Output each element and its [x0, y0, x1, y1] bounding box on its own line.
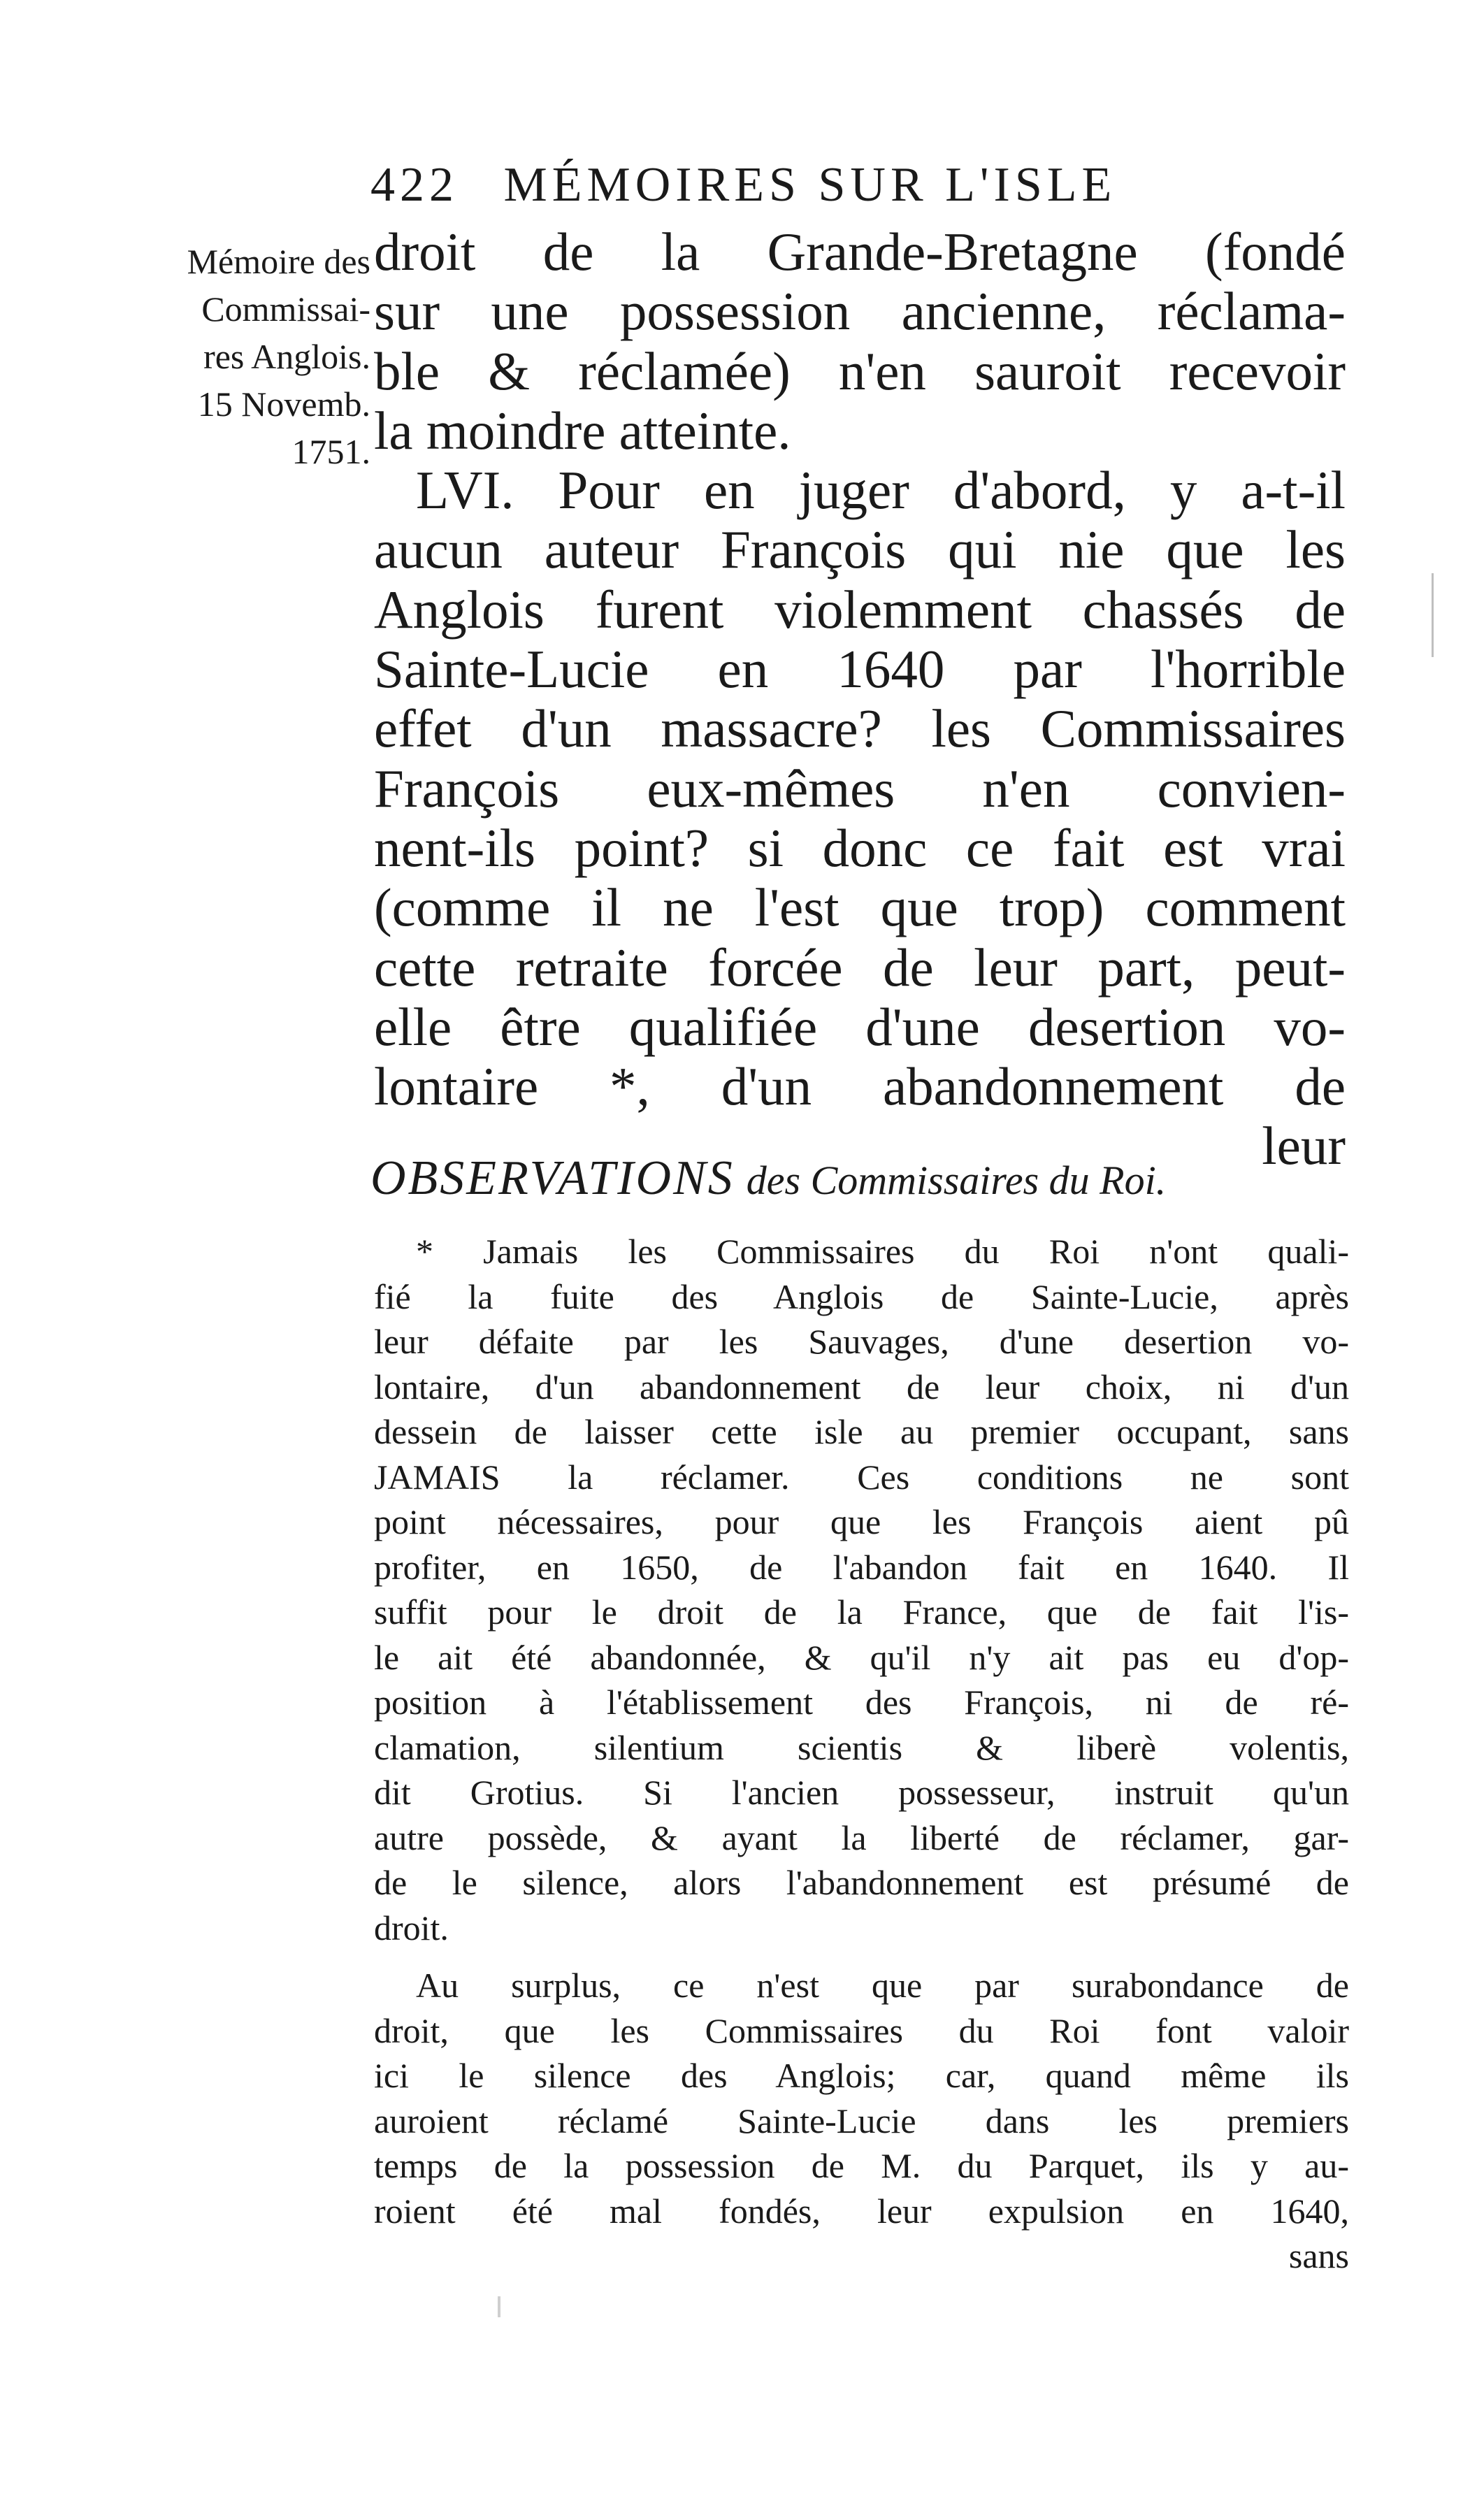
margin-note-line: res Anglois.	[203, 337, 370, 376]
text-line: aucun auteur François qui nie que les	[374, 519, 1346, 580]
note-line: droit, que les Commissaires du Roi font valoir	[374, 2010, 1349, 2050]
note-line: lontaire, d'un abandonnement de leur choix, ni d'un	[374, 1367, 1349, 1406]
main-text	[374, 222, 1346, 1176]
margin-note-line: 1751.	[291, 432, 370, 471]
note-line: droit.	[374, 1908, 449, 1947]
margin-note-line: Mémoire des	[187, 242, 370, 281]
margin-note	[119, 238, 370, 475]
note-line: suffit pour le droit de la France, que de fait l'is-	[374, 1592, 1349, 1632]
page-number: 422	[370, 158, 459, 212]
note-line: roient été mal fondés, leur expulsion en 1640,	[374, 2191, 1349, 2231]
observations-heading	[370, 1146, 1349, 1212]
text-line: LVI. Pour en juger d'abord, y a-t-il	[416, 460, 1346, 521]
note-line: profiter, en 1650, de l'abandon fait en 1640. Il	[374, 1547, 1349, 1587]
page-edge-mark	[1432, 573, 1434, 657]
note-line: position à l'établissement des François, ni de ré-	[374, 1683, 1349, 1722]
ink-speck	[498, 2296, 500, 2317]
note-line: JAMAIS la réclamer. Ces conditions ne sont	[374, 1457, 1349, 1497]
text-line: Sainte-Lucie en 1640 par l'horrible	[374, 639, 1346, 700]
margin-note-line: Commissai-	[201, 289, 370, 329]
note-line: * Jamais les Commissaires du Roi n'ont quali-	[416, 1232, 1349, 1271]
note-line: Au surplus, ce n'est que par surabondance de	[416, 1966, 1349, 2005]
note-line: clamation, silentium scientis & liberè volentis,	[374, 1727, 1349, 1767]
text-line: lontaire *, d'un abandonnement de	[374, 1056, 1346, 1117]
observations-title: OBSERVATIONS	[370, 1151, 735, 1205]
observations-subtitle: des Commissaires du Roi.	[746, 1158, 1167, 1203]
page-header	[370, 157, 1349, 213]
note-line: dessein de laisser cette isle au premier occupant, sans	[374, 1412, 1349, 1451]
text-line: Anglois furent violemment chassés de	[374, 579, 1346, 640]
catchword: sans	[1288, 2236, 1349, 2275]
note-line: ici le silence des Anglois; car, quand même ils	[374, 2056, 1349, 2095]
note-line: dit Grotius. Si l'ancien possesseur, instruit qu'un	[374, 1773, 1349, 1812]
note-line: fié la fuite des Anglois de Sainte-Lucie, après	[374, 1276, 1349, 1316]
margin-note-line: 15 Novemb.	[197, 384, 370, 424]
text-line: cette retraite forcée de leur part, peut-	[374, 937, 1346, 998]
note-line: auroient réclamé Sainte-Lucie dans les premiers	[374, 2101, 1349, 2140]
text-line: ble & réclamée) n'en sauroit recevoir	[374, 340, 1346, 401]
text-line: elle être qualifiée d'une desertion vo-	[374, 996, 1346, 1057]
note-line: leur défaite par les Sauvages, d'une desertion vo-	[374, 1322, 1349, 1361]
note-line: autre possède, & ayant la liberté de réclamer, gar-	[374, 1817, 1349, 1857]
text-line: la moindre atteinte.	[374, 400, 791, 461]
note-line: point nécessaires, pour que les François aient pû	[374, 1502, 1349, 1541]
text-line: effet d'un massacre? les Commissaires	[374, 698, 1346, 759]
running-title: MÉMOIRES SUR L'ISLE	[503, 158, 1117, 212]
observations-text	[374, 1229, 1349, 2279]
note-line: temps de la possession de M. du Parquet, ils y au-	[374, 2146, 1349, 2185]
note-line: de le silence, alors l'abandonnement est présumé de	[374, 1863, 1349, 1902]
catchword: leur	[1262, 1116, 1346, 1176]
text-line: droit de la Grande-Bretagne (fondé	[374, 222, 1346, 282]
text-line: sur une possession ancienne, réclama-	[374, 281, 1346, 342]
text-line: (comme il ne l'est que trop) comment	[374, 877, 1346, 938]
text-line: nent-ils point? si donc ce fait est vrai	[374, 817, 1346, 878]
note-line: le ait été abandonnée, & qu'il n'y ait pas eu d'op-	[374, 1637, 1349, 1677]
text-line: François eux-mêmes n'en convien-	[374, 758, 1346, 819]
